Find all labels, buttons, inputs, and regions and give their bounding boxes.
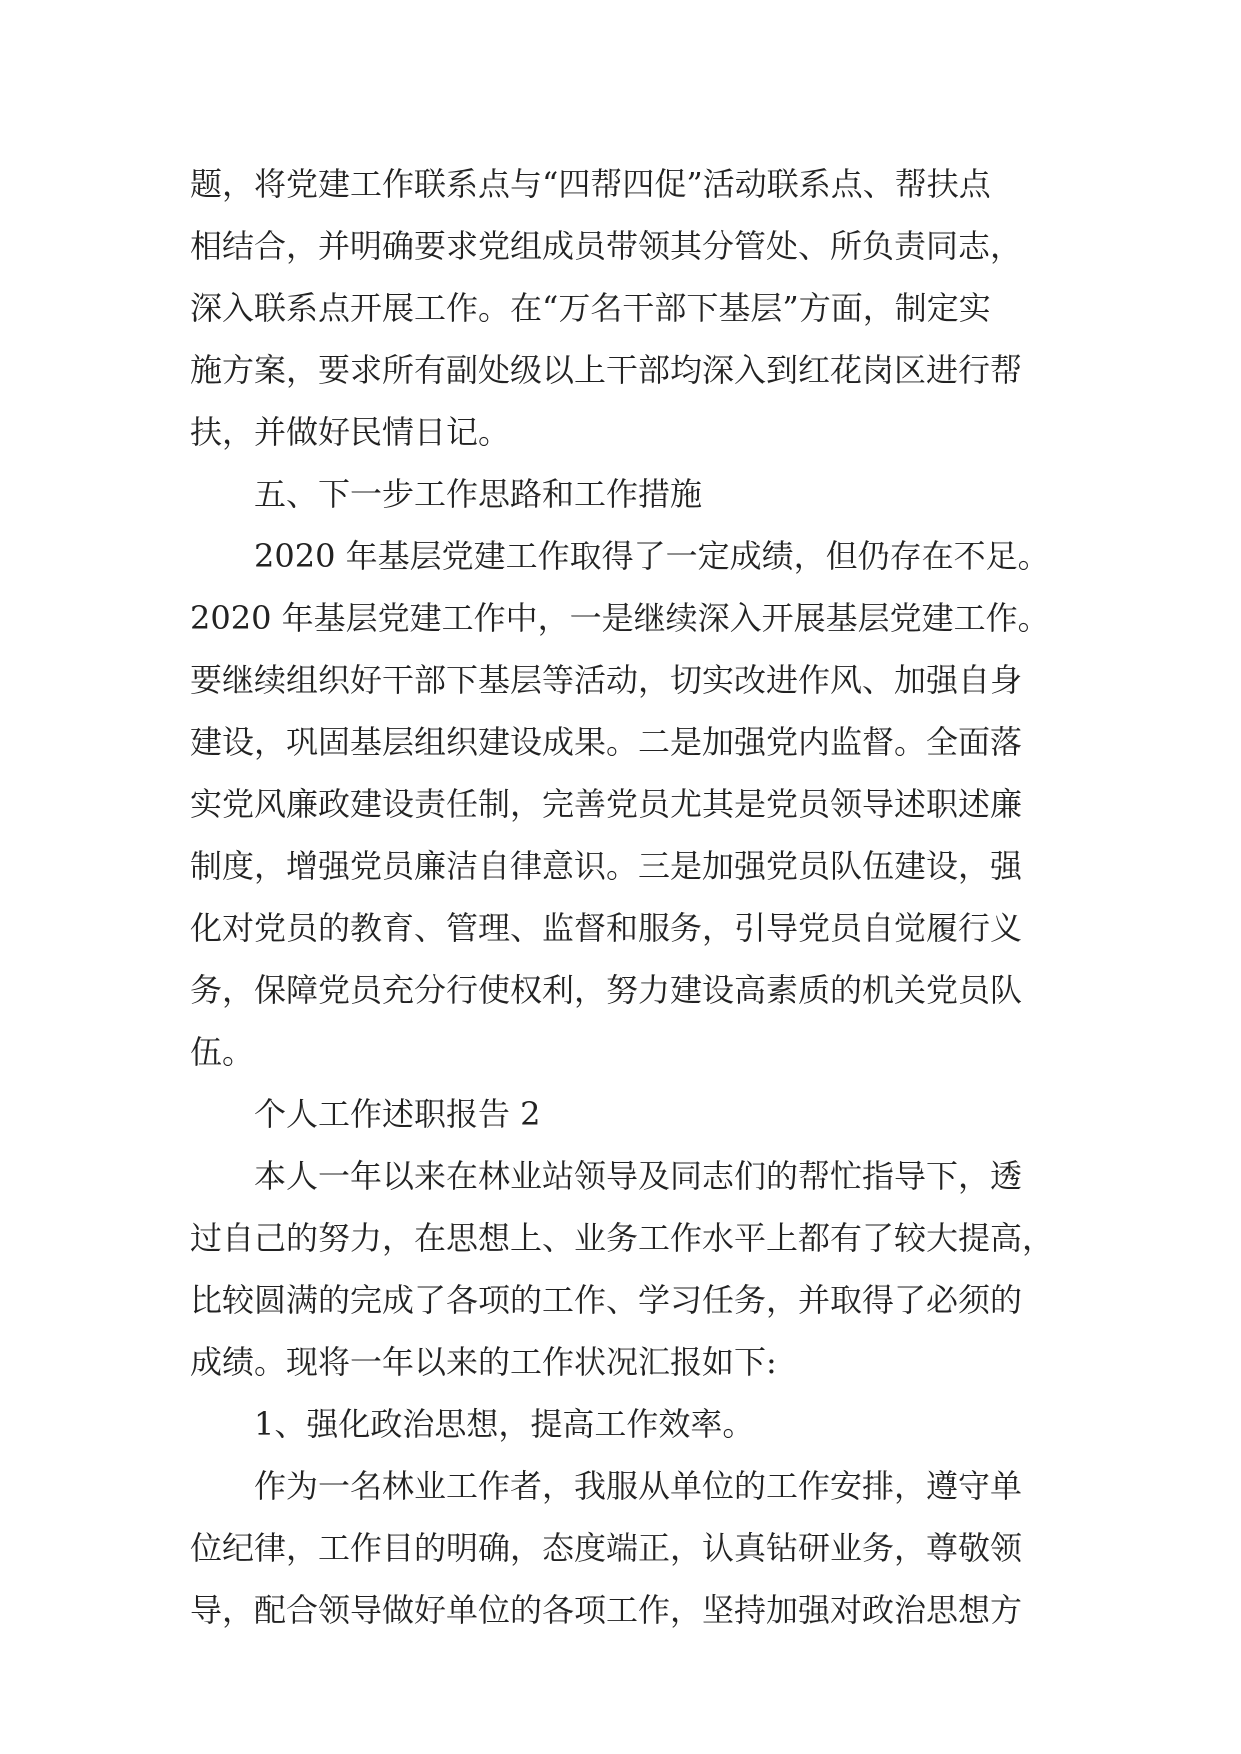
- text-line: 位纪律，工作目的明确，态度端正，认真钻研业务，尊敬领: [190, 1529, 1023, 1567]
- text-line: 制度，增强党员廉洁自律意识。三是加强党员队伍建设，强: [190, 847, 1023, 885]
- text-line: 扶，并做好民情日记。: [190, 413, 511, 451]
- text-line: 化对党员的教育、管理、监督和服务，引导党员自觉履行义: [190, 909, 1023, 947]
- text-line: 成绩。现将一年以来的工作状况汇报如下:: [190, 1343, 777, 1381]
- text-line: 务，保障党员充分行使权利，努力建设高素质的机关党员队: [190, 971, 1023, 1009]
- text-line: 作为一名林业工作者，我服从单位的工作安排，遵守单: [254, 1467, 1023, 1505]
- text-line: 题，将党建工作联系点与“四帮四促”活动联系点、帮扶点: [190, 165, 991, 203]
- text-line: 深入联系点开展工作。在“万名干部下基层”方面，制定实: [190, 289, 991, 327]
- text-line: 五、下一步工作思路和工作措施: [254, 475, 703, 513]
- text-line: 1、强化政治思想，提高工作效率。: [254, 1405, 755, 1443]
- text-line: 2020 年基层党建工作取得了一定成绩，但仍存在不足。: [254, 537, 1050, 575]
- text-line: 要继续组织好干部下基层等活动，切实改进作风、加强自身: [190, 661, 1023, 699]
- text-line: 本人一年以来在林业站领导及同志们的帮忙指导下，透: [254, 1157, 1023, 1195]
- text-line: 实党风廉政建设责任制，完善党员尤其是党员领导述职述廉: [190, 785, 1023, 823]
- text-line: 2020 年基层党建工作中，一是继续深入开展基层党建工作。: [190, 599, 1050, 637]
- text-line: 建设，巩固基层组织建设成果。二是加强党内监督。全面落: [190, 723, 1023, 761]
- text-line: 施方案，要求所有副处级以上干部均深入到红花岗区进行帮: [190, 351, 1023, 389]
- text-line: 个人工作述职报告 2: [254, 1095, 541, 1133]
- text-line: 相结合，并明确要求党组成员带领其分管处、所负责同志，: [190, 227, 1023, 265]
- text-line: 导，配合领导做好单位的各项工作，坚持加强对政治思想方: [190, 1591, 1023, 1629]
- text-line: 过自己的努力，在思想上、业务工作水平上都有了较大提高，: [190, 1219, 1055, 1257]
- text-line: 伍。: [190, 1033, 255, 1071]
- text-line: 比较圆满的完成了各项的工作、学习任务，并取得了必须的: [190, 1281, 1023, 1319]
- document-body: [190, 153, 1070, 1641]
